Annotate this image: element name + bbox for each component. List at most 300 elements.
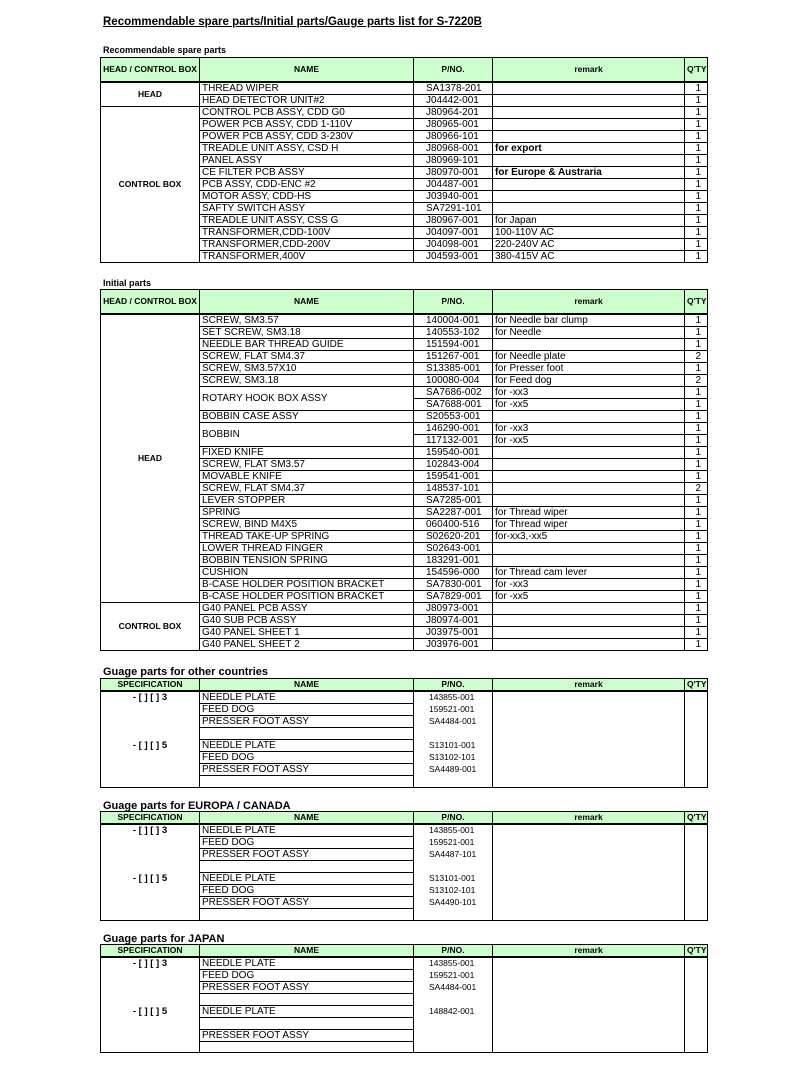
part-number-cell: 102843-004: [414, 458, 493, 470]
part-name-cell: G40 PANEL SHEET 1: [200, 626, 414, 638]
part-name-cell: POWER PCB ASSY, CDD 3-230V: [200, 130, 414, 142]
quantity-cell: 1: [685, 506, 708, 518]
header-pno: P/NO.: [414, 290, 493, 314]
specification-cell: [101, 908, 200, 920]
quantity-cell: 1: [685, 142, 708, 154]
gauge-japan-label: Guage parts for JAPAN: [103, 933, 225, 945]
part-number-cell: 100080-004: [414, 374, 493, 386]
quantity-cell: 1: [685, 250, 708, 262]
part-name-cell: NEEDLE PLATE: [200, 824, 414, 837]
remark-cell: [493, 1041, 685, 1053]
remark-cell: [493, 94, 685, 106]
quantity-cell: 1: [685, 434, 708, 446]
part-name-cell: MOVABLE KNIFE: [200, 470, 414, 482]
part-name-cell: ROTARY HOOK BOX ASSY: [200, 386, 414, 410]
gauge-europa-label: Guage parts for EUROPA / CANADA: [103, 800, 291, 812]
part-number-cell: J80964-201: [414, 106, 493, 118]
remark-cell: [493, 884, 685, 896]
part-number-cell: SA7688-001: [414, 398, 493, 410]
part-number-cell: SA7686-002: [414, 386, 493, 398]
remark-cell: for -xx3: [493, 422, 685, 434]
specification-cell: [101, 970, 200, 982]
specification-cell: [101, 884, 200, 896]
quantity-cell: [685, 691, 708, 704]
remark-cell: [493, 982, 685, 994]
table-row: [101, 1017, 708, 1029]
remark-cell: [493, 872, 685, 884]
part-number-cell: [414, 908, 493, 920]
specification-cell: [101, 1017, 200, 1029]
quantity-cell: 1: [685, 626, 708, 638]
part-number-cell: 148842-001: [414, 1005, 493, 1017]
part-number-cell: [414, 728, 493, 740]
quantity-cell: [685, 1041, 708, 1053]
quantity-cell: 1: [685, 338, 708, 350]
table-row: [101, 704, 708, 716]
part-name-cell: THREAD TAKE-UP SPRING: [200, 530, 414, 542]
part-number-cell: SA4487-101: [414, 849, 493, 861]
spare-section-label: Recommendable spare parts: [103, 45, 227, 55]
quantity-cell: 1: [685, 590, 708, 602]
part-number-cell: 148537-101: [414, 482, 493, 494]
specification-cell: [101, 896, 200, 908]
part-name-cell: SPRING: [200, 506, 414, 518]
quantity-cell: 1: [685, 494, 708, 506]
part-name-cell: BOBBIN: [200, 422, 414, 446]
quantity-cell: 1: [685, 422, 708, 434]
part-number-cell: J04487-001: [414, 178, 493, 190]
part-name-cell: BOBBIN CASE ASSY: [200, 410, 414, 422]
part-name-cell: FIXED KNIFE: [200, 446, 414, 458]
remark-cell: [493, 691, 685, 704]
quantity-cell: [685, 704, 708, 716]
category-cell: HEAD: [101, 82, 200, 107]
quantity-cell: 1: [685, 238, 708, 250]
quantity-cell: 1: [685, 190, 708, 202]
quantity-cell: [685, 1029, 708, 1041]
specification-cell: - [ ] [ ] 5: [101, 739, 200, 751]
part-number-cell: 140004-001: [414, 314, 493, 327]
remark-cell: [493, 824, 685, 837]
part-name-cell: SCREW, FLAT SM4.37: [200, 350, 414, 362]
part-name-cell: SCREW, SM3.57: [200, 314, 414, 327]
quantity-cell: [685, 763, 708, 775]
remark-cell: for -xx5: [493, 434, 685, 446]
quantity-cell: 1: [685, 554, 708, 566]
part-number-cell: J04593-001: [414, 250, 493, 262]
remark-cell: for Europe & Austraria: [493, 166, 685, 178]
part-name-cell: THREAD WIPER: [200, 82, 414, 95]
quantity-cell: 1: [685, 470, 708, 482]
category-cell: CONTROL BOX: [101, 106, 200, 262]
table-row: [101, 763, 708, 775]
part-number-cell: J80965-001: [414, 118, 493, 130]
part-name-cell: B-CASE HOLDER POSITION BRACKET: [200, 590, 414, 602]
part-number-cell: [414, 1041, 493, 1053]
remark-cell: [493, 154, 685, 166]
header-remark: remark: [493, 679, 685, 692]
page-title: Recommendable spare parts/Initial parts/Gauge parts list for S-7220B: [103, 16, 482, 28]
quantity-cell: 1: [685, 118, 708, 130]
part-number-cell: [414, 1017, 493, 1029]
remark-cell: [493, 458, 685, 470]
specification-cell: [101, 704, 200, 716]
part-number-cell: SA7830-001: [414, 578, 493, 590]
part-number-cell: 159521-001: [414, 837, 493, 849]
quantity-cell: 1: [685, 106, 708, 118]
part-number-cell: J80966-101: [414, 130, 493, 142]
table-row: [101, 824, 708, 837]
part-number-cell: SA4490-101: [414, 896, 493, 908]
remark-cell: 220-240V AC: [493, 238, 685, 250]
part-name-cell: B-CASE HOLDER POSITION BRACKET: [200, 578, 414, 590]
part-number-cell: 117132-001: [414, 434, 493, 446]
quantity-cell: [685, 775, 708, 787]
category-cell: CONTROL BOX: [101, 602, 200, 650]
remark-cell: [493, 614, 685, 626]
table-row: [101, 884, 708, 896]
part-number-cell: [414, 1029, 493, 1041]
gauge-other-label: Guage parts for other countries: [103, 666, 269, 678]
header-pno: P/NO.: [414, 679, 493, 692]
part-number-cell: 143855-001: [414, 957, 493, 970]
table-row: [101, 775, 708, 787]
remark-cell: [493, 1017, 685, 1029]
quantity-cell: 1: [685, 314, 708, 327]
table-row: [101, 1041, 708, 1053]
quantity-cell: [685, 861, 708, 873]
part-name-cell: PRESSER FOOT ASSY: [200, 763, 414, 775]
header-qty: Q'TY: [685, 58, 708, 82]
header-pno: P/NO.: [414, 945, 493, 958]
part-name-cell: NEEDLE PLATE: [200, 739, 414, 751]
remark-cell: [493, 908, 685, 920]
part-number-cell: SA4484-001: [414, 716, 493, 728]
quantity-cell: [685, 728, 708, 740]
part-name-cell: [200, 775, 414, 787]
part-number-cell: 140553-102: [414, 326, 493, 338]
part-number-cell: J80970-001: [414, 166, 493, 178]
quantity-cell: 2: [685, 374, 708, 386]
remark-cell: [493, 1029, 685, 1041]
quantity-cell: 1: [685, 82, 708, 95]
remark-cell: for -xx3: [493, 578, 685, 590]
part-name-cell: [200, 1017, 414, 1029]
specification-cell: [101, 861, 200, 873]
part-name-cell: NEEDLE PLATE: [200, 872, 414, 884]
table-row: [101, 82, 708, 95]
quantity-cell: 1: [685, 94, 708, 106]
quantity-cell: 2: [685, 482, 708, 494]
remark-cell: for Needle: [493, 326, 685, 338]
remark-cell: 380-415V AC: [493, 250, 685, 262]
part-name-cell: TRANSFORMER,CDD-200V: [200, 238, 414, 250]
part-number-cell: 183291-001: [414, 554, 493, 566]
remark-cell: [493, 494, 685, 506]
quantity-cell: [685, 884, 708, 896]
quantity-cell: 1: [685, 362, 708, 374]
remark-cell: [493, 130, 685, 142]
specification-cell: [101, 775, 200, 787]
specification-cell: - [ ] [ ] 3: [101, 691, 200, 704]
header-name: NAME: [200, 58, 414, 82]
part-name-cell: PRESSER FOOT ASSY: [200, 716, 414, 728]
quantity-cell: 1: [685, 518, 708, 530]
quantity-cell: 1: [685, 530, 708, 542]
quantity-cell: [685, 751, 708, 763]
part-number-cell: J04098-001: [414, 238, 493, 250]
part-number-cell: S13102-101: [414, 751, 493, 763]
remark-cell: [493, 896, 685, 908]
part-number-cell: 159521-001: [414, 970, 493, 982]
quantity-cell: 1: [685, 410, 708, 422]
part-name-cell: FEED DOG: [200, 970, 414, 982]
specification-cell: [101, 751, 200, 763]
remark-cell: [493, 763, 685, 775]
part-name-cell: PRESSER FOOT ASSY: [200, 849, 414, 861]
part-name-cell: NEEDLE BAR THREAD GUIDE: [200, 338, 414, 350]
specification-cell: [101, 1041, 200, 1053]
part-number-cell: J80973-001: [414, 602, 493, 614]
part-name-cell: G40 SUB PCB ASSY: [200, 614, 414, 626]
quantity-cell: 1: [685, 386, 708, 398]
table-row: [101, 602, 708, 614]
quantity-cell: [685, 908, 708, 920]
part-name-cell: CE FILTER PCB ASSY: [200, 166, 414, 178]
part-number-cell: SA7829-001: [414, 590, 493, 602]
part-number-cell: J03940-001: [414, 190, 493, 202]
remark-cell: [493, 338, 685, 350]
quantity-cell: 1: [685, 202, 708, 214]
quantity-cell: [685, 716, 708, 728]
part-name-cell: FEED DOG: [200, 704, 414, 716]
remark-cell: [493, 970, 685, 982]
specification-cell: [101, 763, 200, 775]
part-name-cell: SCREW, SM3.57X10: [200, 362, 414, 374]
part-number-cell: J80968-001: [414, 142, 493, 154]
remark-cell: [493, 554, 685, 566]
part-name-cell: FEED DOG: [200, 837, 414, 849]
quantity-cell: 1: [685, 614, 708, 626]
part-number-cell: SA7291-101: [414, 202, 493, 214]
table-row: [101, 1029, 708, 1041]
table-row: [101, 994, 708, 1006]
specification-cell: [101, 982, 200, 994]
remark-cell: [493, 190, 685, 202]
specification-cell: [101, 716, 200, 728]
table-row: [101, 106, 708, 118]
remark-cell: for Japan: [493, 214, 685, 226]
remark-cell: for -xx3: [493, 386, 685, 398]
quantity-cell: 1: [685, 458, 708, 470]
remark-cell: [493, 775, 685, 787]
part-number-cell: S13101-001: [414, 872, 493, 884]
part-name-cell: HEAD DETECTOR UNIT#2: [200, 94, 414, 106]
table-row: [101, 716, 708, 728]
part-number-cell: 154596-000: [414, 566, 493, 578]
remark-cell: [493, 410, 685, 422]
remark-cell: [493, 626, 685, 638]
quantity-cell: [685, 824, 708, 837]
table-row: [101, 751, 708, 763]
quantity-cell: 1: [685, 154, 708, 166]
part-number-cell: S13385-001: [414, 362, 493, 374]
remark-cell: [493, 739, 685, 751]
table-row: [101, 970, 708, 982]
quantity-cell: 1: [685, 214, 708, 226]
part-number-cell: J80967-001: [414, 214, 493, 226]
part-number-cell: J03976-001: [414, 638, 493, 650]
part-name-cell: [200, 1041, 414, 1053]
part-name-cell: NEEDLE PLATE: [200, 957, 414, 970]
table-row: [101, 896, 708, 908]
quantity-cell: 1: [685, 542, 708, 554]
remark-cell: [493, 849, 685, 861]
part-number-cell: S13101-001: [414, 739, 493, 751]
quantity-cell: 1: [685, 566, 708, 578]
quantity-cell: 1: [685, 398, 708, 410]
quantity-cell: [685, 957, 708, 970]
part-number-cell: 159541-001: [414, 470, 493, 482]
remark-cell: [493, 716, 685, 728]
part-name-cell: TREADLE UNIT ASSY, CSD H: [200, 142, 414, 154]
quantity-cell: [685, 739, 708, 751]
specification-cell: [101, 728, 200, 740]
specification-cell: [101, 1029, 200, 1041]
quantity-cell: 1: [685, 578, 708, 590]
remark-cell: [493, 837, 685, 849]
part-name-cell: SAFTY SWITCH ASSY: [200, 202, 414, 214]
specification-cell: - [ ] [ ] 3: [101, 824, 200, 837]
part-name-cell: G40 PANEL PCB ASSY: [200, 602, 414, 614]
table-row: [101, 957, 708, 970]
part-name-cell: TRANSFORMER,400V: [200, 250, 414, 262]
part-number-cell: S20553-001: [414, 410, 493, 422]
part-name-cell: NEEDLE PLATE: [200, 1005, 414, 1017]
part-name-cell: PRESSER FOOT ASSY: [200, 982, 414, 994]
table-row: [101, 1005, 708, 1017]
table-row: [101, 739, 708, 751]
part-name-cell: SET SCREW, SM3.18: [200, 326, 414, 338]
remark-cell: for -xx5: [493, 398, 685, 410]
remark-cell: [493, 751, 685, 763]
quantity-cell: 1: [685, 178, 708, 190]
part-number-cell: 143855-001: [414, 824, 493, 837]
part-number-cell: 151267-001: [414, 350, 493, 362]
header-qty: Q'TY: [685, 812, 708, 825]
quantity-cell: [685, 896, 708, 908]
part-number-cell: J80969-101: [414, 154, 493, 166]
part-number-cell: S13102-101: [414, 884, 493, 896]
header-remark: remark: [493, 290, 685, 314]
header-cat: HEAD / CONTROL BOX: [101, 58, 200, 82]
part-name-cell: CUSHION: [200, 566, 414, 578]
part-name-cell: SCREW, SM3.18: [200, 374, 414, 386]
gauge-europa-table: [100, 811, 708, 921]
header-qty: Q'TY: [685, 945, 708, 958]
remark-cell: for -xx5: [493, 590, 685, 602]
part-name-cell: G40 PANEL SHEET 2: [200, 638, 414, 650]
remark-cell: [493, 638, 685, 650]
quantity-cell: [685, 872, 708, 884]
quantity-cell: 1: [685, 446, 708, 458]
gauge-japan-table: [100, 944, 708, 1053]
quantity-cell: 2: [685, 350, 708, 362]
specification-cell: - [ ] [ ] 3: [101, 957, 200, 970]
part-name-cell: BOBBIN TENSION SPRING: [200, 554, 414, 566]
category-cell: HEAD: [101, 314, 200, 603]
table-row: [101, 872, 708, 884]
quantity-cell: 1: [685, 130, 708, 142]
remark-cell: for Thread cam lever: [493, 566, 685, 578]
part-number-cell: 151594-001: [414, 338, 493, 350]
quantity-cell: 1: [685, 166, 708, 178]
part-name-cell: [200, 728, 414, 740]
remark-cell: [493, 202, 685, 214]
header-name: NAME: [200, 945, 414, 958]
table-row: [101, 849, 708, 861]
remark-cell: for Thread wiper: [493, 506, 685, 518]
part-name-cell: PCB ASSY, CDD-ENC #2: [200, 178, 414, 190]
quantity-cell: 1: [685, 602, 708, 614]
table-row: [101, 982, 708, 994]
part-number-cell: J80974-001: [414, 614, 493, 626]
header-qty: Q'TY: [685, 290, 708, 314]
part-name-cell: NEEDLE PLATE: [200, 691, 414, 704]
part-name-cell: [200, 861, 414, 873]
header-pno: P/NO.: [414, 58, 493, 82]
header-spec: SPECIFICATION: [101, 812, 200, 825]
table-row: [101, 908, 708, 920]
quantity-cell: 1: [685, 226, 708, 238]
remark-cell: [493, 106, 685, 118]
header-remark: remark: [493, 945, 685, 958]
table-row: [101, 861, 708, 873]
quantity-cell: [685, 970, 708, 982]
specification-cell: [101, 849, 200, 861]
header-name: NAME: [200, 812, 414, 825]
quantity-cell: 1: [685, 638, 708, 650]
spare-parts-table: [100, 57, 708, 263]
remark-cell: [493, 82, 685, 95]
part-name-cell: SCREW, FLAT SM3.57: [200, 458, 414, 470]
quantity-cell: [685, 982, 708, 994]
part-name-cell: TREADLE UNIT ASSY, CSS G: [200, 214, 414, 226]
part-number-cell: [414, 861, 493, 873]
part-name-cell: [200, 994, 414, 1006]
remark-cell: for Thread wiper: [493, 518, 685, 530]
part-number-cell: [414, 775, 493, 787]
header-spec: SPECIFICATION: [101, 945, 200, 958]
header-remark: remark: [493, 58, 685, 82]
part-name-cell: LEVER STOPPER: [200, 494, 414, 506]
remark-cell: [493, 704, 685, 716]
part-name-cell: MOTOR ASSY, CDD-HS: [200, 190, 414, 202]
gauge-other-table: [100, 678, 708, 788]
remark-cell: for export: [493, 142, 685, 154]
part-number-cell: 159540-001: [414, 446, 493, 458]
quantity-cell: [685, 994, 708, 1006]
remark-cell: [493, 118, 685, 130]
remark-cell: [493, 178, 685, 190]
part-number-cell: J04442-001: [414, 94, 493, 106]
specification-cell: [101, 994, 200, 1006]
quantity-cell: [685, 849, 708, 861]
header-spec: SPECIFICATION: [101, 679, 200, 692]
quantity-cell: 1: [685, 326, 708, 338]
remark-cell: for Needle plate: [493, 350, 685, 362]
part-number-cell: SA1378-201: [414, 82, 493, 95]
